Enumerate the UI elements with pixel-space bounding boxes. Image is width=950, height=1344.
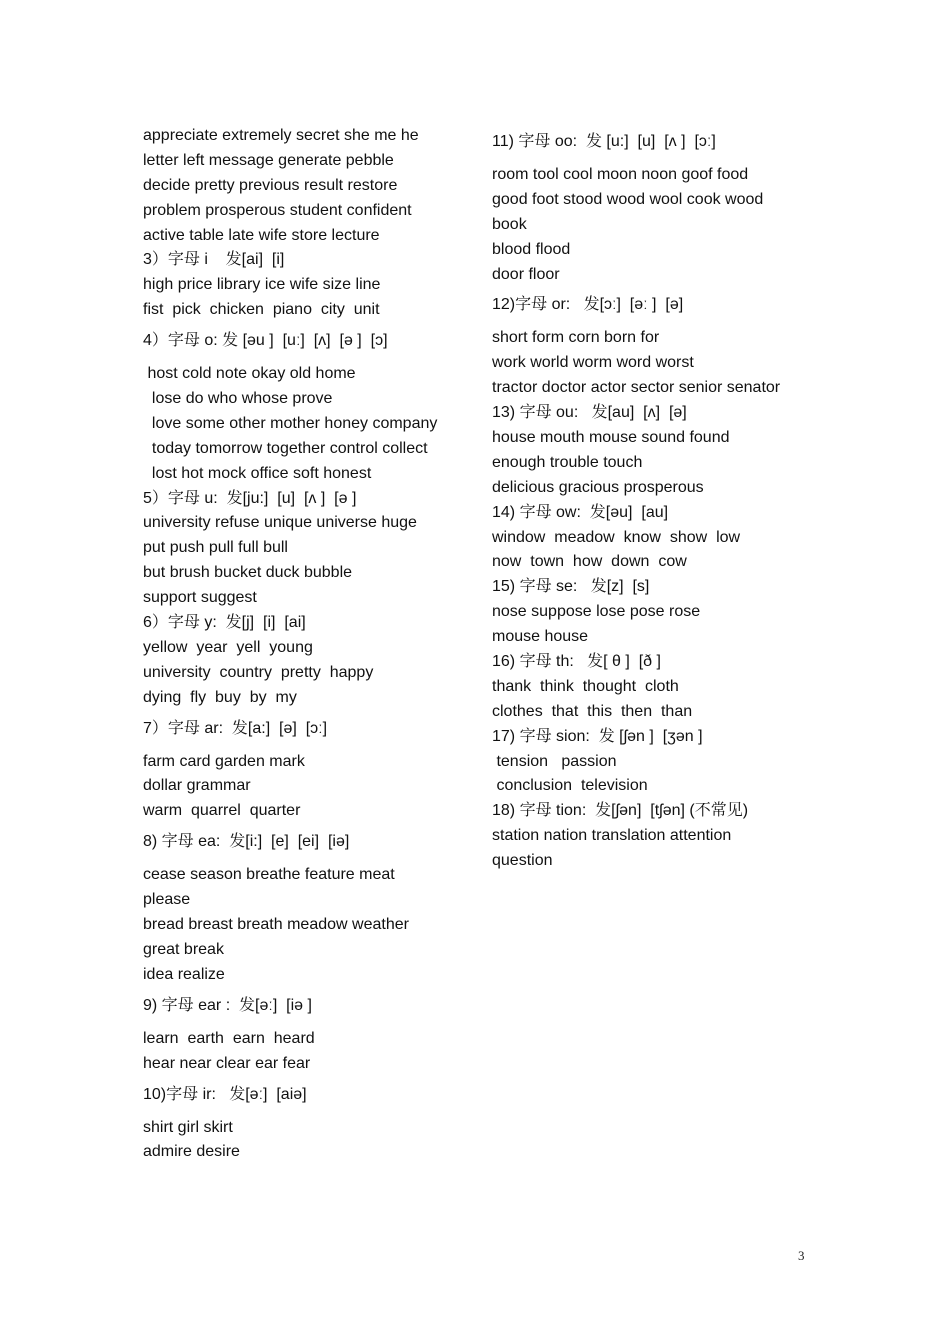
- word-list-line: cease season breathe feature meat: [143, 866, 395, 884]
- word-list-line: short form corn born for: [492, 329, 660, 347]
- word-list-line: host cold note okay old home: [143, 365, 356, 383]
- word-list-line: clothes that this then than: [492, 702, 693, 720]
- word-list-line: love some other mother honey company: [143, 414, 438, 432]
- word-list-line: letter left message generate pebble: [143, 151, 394, 169]
- section-heading: 6）字母 y: 发[j] [i] [ai]: [143, 614, 306, 632]
- word-list-line: book: [492, 215, 527, 233]
- word-list-line: fist pick chicken piano city unit: [143, 301, 380, 319]
- word-list-line: tension passion: [492, 752, 617, 770]
- section-heading: 9) 字母 ear : 发[əː] [iə ]: [143, 996, 312, 1014]
- word-list-line: yellow year yell young: [143, 638, 313, 656]
- word-list-line: conclusion television: [492, 777, 648, 795]
- word-list-line: university country pretty happy: [143, 663, 374, 681]
- word-list-line: great break: [143, 940, 224, 958]
- word-list-line: problem prosperous student confident: [143, 201, 412, 219]
- section-heading: 11) 字母 oo: 发 [u:] [u] [ʌ ] [ɔː]: [492, 133, 716, 150]
- word-list-line: house mouth mouse sound found: [492, 429, 730, 447]
- section-heading: 5）字母 u: 发[ju:] [u] [ʌ ] [ə ]: [143, 489, 357, 507]
- word-list-line: learn earth earn heard: [143, 1029, 315, 1047]
- section-heading: 14) 字母 ow: 发[əu] [au]: [492, 503, 669, 521]
- section-heading: 13) 字母 ou: 发[au] [ʌ] [ə]: [492, 404, 687, 422]
- word-list-line: lost hot mock office soft honest: [143, 464, 372, 482]
- word-list-line: door floor: [492, 265, 560, 283]
- word-list-line: window meadow know show low: [492, 528, 741, 546]
- section-heading: 10)字母 ir: 发[əː] [aiə]: [143, 1085, 307, 1103]
- word-list-line: support suggest: [143, 589, 257, 607]
- section-heading: 7）字母 ar: 发[a:] [ə] [ɔː]: [143, 719, 328, 737]
- word-list-line: high price library ice wife size line: [143, 276, 381, 294]
- word-list-line: nose suppose lose pose rose: [492, 603, 701, 621]
- word-list-line: put push pull full bull: [143, 539, 288, 557]
- word-list-line: thank think thought cloth: [492, 677, 679, 695]
- word-list-line: warm quarrel quarter: [143, 802, 301, 820]
- word-list-line: shirt girl skirt: [143, 1118, 233, 1136]
- word-list-line: question: [492, 852, 553, 870]
- word-list-line: dollar grammar: [143, 777, 251, 795]
- word-list-line: dying fly buy by my: [143, 688, 297, 706]
- section-heading: 15) 字母 se: 发[z] [s]: [492, 578, 650, 596]
- word-list-line: tractor doctor actor sector senior senator: [492, 379, 781, 397]
- word-list-line: good foot stood wood wool cook wood: [492, 190, 764, 208]
- word-list-line: station nation translation attention: [492, 827, 732, 845]
- section-heading: 17) 字母 sion: 发 [ʃən ] [ʒən ]: [492, 727, 703, 745]
- word-list-line: but brush bucket duck bubble: [143, 564, 353, 582]
- word-list-line: university refuse unique universe huge: [143, 514, 417, 532]
- word-list-line: now town how down cow: [492, 553, 687, 571]
- page-number: 3: [798, 1248, 805, 1263]
- section-heading: 4）字母 o: 发 [əu ] [uː] [ʌ] [ə ] [ɔ]: [143, 332, 388, 350]
- word-list-line: lose do who whose prove: [143, 390, 333, 408]
- right-column: [492, 124, 822, 874]
- word-list-line: work world worm word worst: [492, 354, 694, 372]
- word-list-line: delicious gracious prosperous: [492, 478, 704, 496]
- word-list-line: active table late wife store lecture: [143, 226, 380, 244]
- word-list-line: mouse house: [492, 628, 589, 646]
- word-list-line: appreciate extremely secret she me he: [143, 127, 419, 144]
- word-list-line: decide pretty previous result restore: [143, 176, 398, 194]
- section-heading: 18) 字母 tion: 发[ʃən] [tʃən] (不常见): [492, 802, 749, 820]
- word-list-line: admire desire: [143, 1143, 240, 1161]
- section-heading: 8) 字母 ea: 发[i:] [e] [ei] [iə]: [143, 833, 350, 851]
- word-list-line: bread breast breath meadow weather: [143, 916, 409, 934]
- word-list-line: hear near clear ear fear: [143, 1054, 311, 1072]
- word-list-line: enough trouble touch: [492, 453, 643, 471]
- word-list-line: idea realize: [143, 965, 225, 983]
- word-list-line: farm card garden mark: [143, 752, 305, 770]
- word-list-line: please: [143, 891, 191, 909]
- section-heading: 3）字母 i 发[ai] [i]: [143, 251, 285, 269]
- word-list-line: blood flood: [492, 240, 571, 258]
- left-column: [143, 124, 473, 1165]
- word-list-line: room tool cool moon noon goof food: [492, 166, 749, 183]
- word-list-line: today tomorrow together control collect: [143, 439, 428, 457]
- section-heading: 12)字母 or: 发[ɔː] [əː ] [ə]: [492, 296, 684, 314]
- section-heading: 16) 字母 th: 发[ θ ] [ð ]: [492, 653, 661, 671]
